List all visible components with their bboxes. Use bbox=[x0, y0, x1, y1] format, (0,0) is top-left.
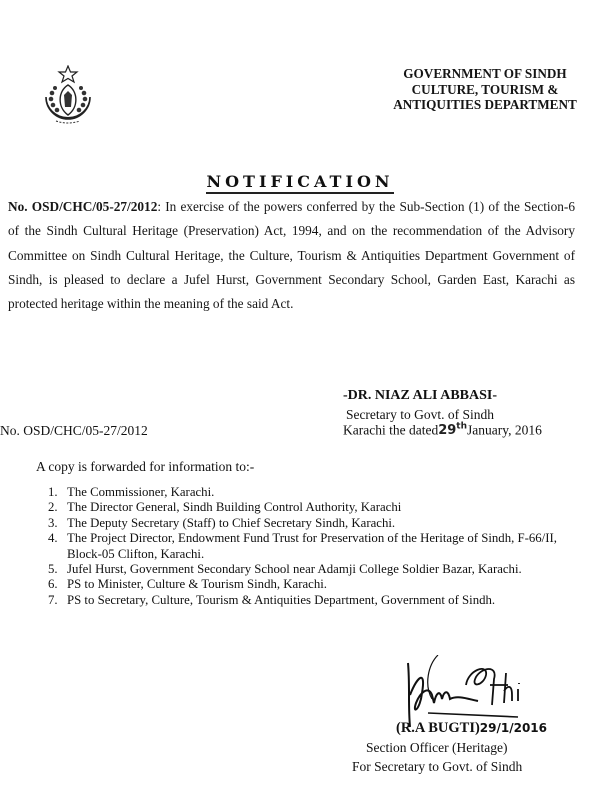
recipient-list bbox=[48, 485, 588, 608]
list-item-number: 1. bbox=[48, 485, 58, 499]
list-item-text: Jufel Hurst, Government Secondary School near Adamji College Soldier Bazar, Karachi. bbox=[67, 562, 522, 577]
list-item-text: The Commissioner, Karachi. bbox=[67, 485, 215, 499]
list-item-text: PS to Secretary, Culture, Tourism & Antiquities Department, Government of Sindh. bbox=[67, 592, 496, 607]
reference-number: No. OSD/CHC/05-27/2012 bbox=[8, 199, 158, 214]
list-item bbox=[48, 593, 588, 608]
handwritten-day-suffix: th bbox=[456, 422, 468, 432]
list-item-number: 3. bbox=[48, 515, 58, 530]
list-item-number: 2. bbox=[48, 500, 58, 515]
list-item bbox=[48, 562, 588, 577]
list-item bbox=[48, 577, 588, 592]
body-text: : In exercise of the powers conferred by the Sub-Section (1) of the Section-6 of the Sindh Cultural Heritage (Preservation) Act, 1994, and on the recommendation of the Advisory Committee on Sindh Cultural Heritage, the Culture, Tourism & Antiquities Department Government of Sindh, is pleased to declare a Jufel Hurst, Government Secondary School, Garden East, Karachi as protected heritage within the meaning of the said Act. bbox=[8, 199, 575, 312]
list-item-number: 5. bbox=[48, 562, 58, 577]
dated-prefix: Karachi the dated bbox=[343, 422, 439, 438]
document-title: NOTIFICATION bbox=[206, 172, 393, 194]
list-item-text: PS to Minister, Culture & Tourism Sindh, Karachi. bbox=[67, 577, 327, 592]
list-item bbox=[48, 531, 588, 562]
list-item-number: 7. bbox=[48, 592, 58, 607]
dated-line bbox=[343, 422, 542, 438]
list-item bbox=[48, 485, 588, 500]
signatory-2-designation: Section Officer (Heritage) bbox=[366, 740, 508, 755]
letterhead-line: CULTURE, TOURISM & bbox=[411, 81, 559, 97]
signatory-block-2 bbox=[352, 718, 600, 776]
government-seal-icon bbox=[40, 65, 96, 133]
handwritten-date: 29/1/2016 bbox=[479, 721, 548, 735]
list-item-text: The Director General, Sindh Building Control Authority, Karachi bbox=[67, 500, 402, 515]
signatory-designation: Secretary to Govt. of Sindh bbox=[345, 407, 495, 422]
list-item-text: The Deputy Secretary (Staff) to Chief Secretary Sindh, Karachi. bbox=[67, 515, 396, 530]
document-title-wrap bbox=[0, 172, 600, 192]
letterhead-line: GOVERNMENT OF SINDH bbox=[403, 66, 567, 81]
forwarded-heading: A copy is forwarded for information to:- bbox=[36, 459, 255, 474]
signatory-block-1 bbox=[300, 386, 540, 424]
dated-suffix: January, 2016 bbox=[467, 422, 542, 438]
list-item-text: The Project Director, Endowment Fund Trust for Preservation of the Heritage of Sindh, F-66/II, Block-05 Clifton, Karachi. bbox=[67, 531, 557, 561]
list-item bbox=[48, 500, 588, 515]
notification-body bbox=[8, 195, 575, 316]
signatory-name: -DR. NIAZ ALI ABBASI- bbox=[342, 388, 498, 403]
reference-number-2: No. OSD/CHC/05-27/2012 bbox=[0, 423, 148, 438]
list-item bbox=[48, 516, 588, 531]
signatory-2-for-line: For Secretary to Govt. of Sindh bbox=[352, 759, 523, 774]
list-item-number: 4. bbox=[48, 531, 58, 546]
letterhead bbox=[380, 66, 590, 113]
signatory-2-name: (R.A BUGTI) bbox=[396, 720, 480, 736]
handwritten-day-number: 29 bbox=[438, 423, 457, 439]
list-item-number: 6. bbox=[48, 577, 58, 592]
handwritten-day bbox=[438, 423, 467, 438]
letterhead-line: ANTIQUITIES DEPARTMENT bbox=[393, 97, 577, 112]
